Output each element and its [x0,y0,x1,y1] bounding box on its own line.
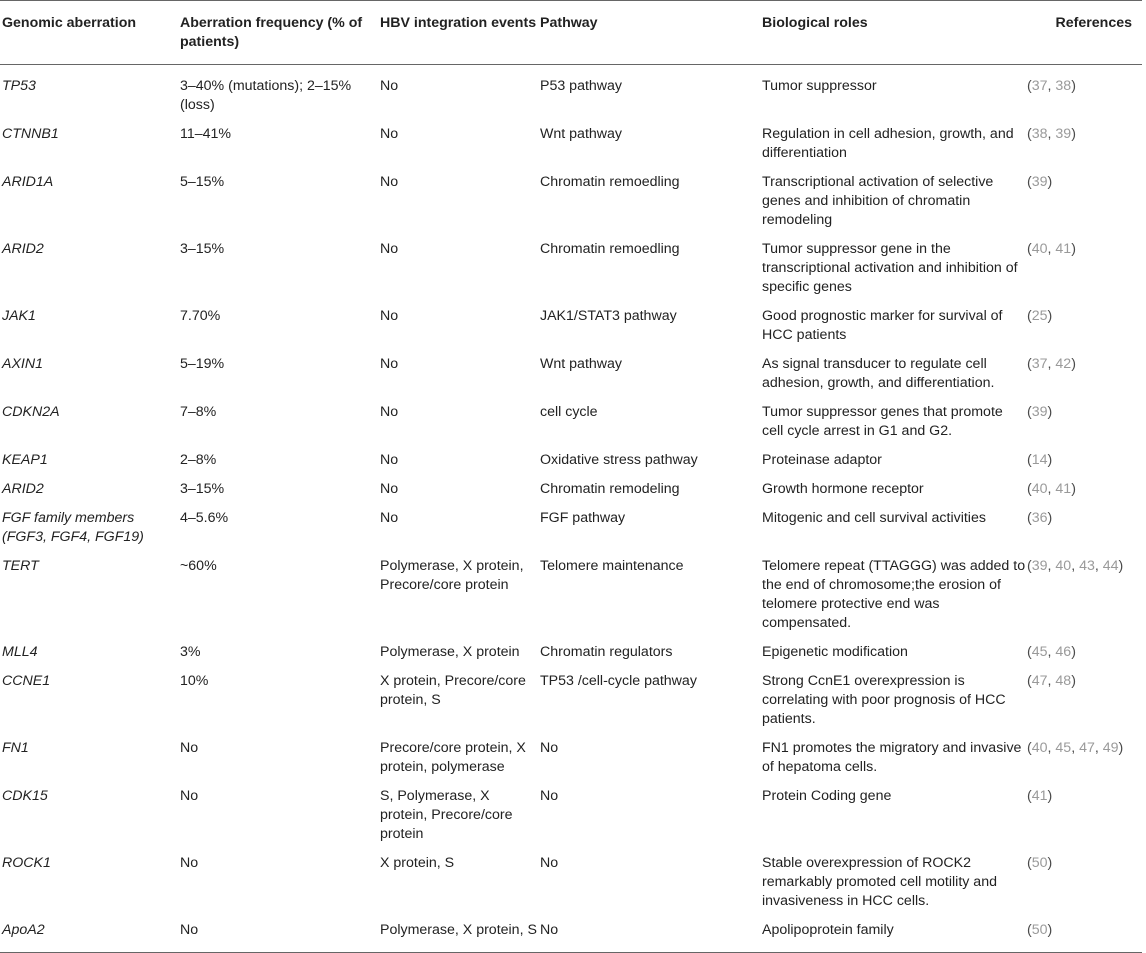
table-row [0,667,1142,734]
table-row [0,504,1142,552]
table-row [0,302,1142,350]
frequency-cell: 3–40% (mutations); 2–15% (loss) [180,78,352,113]
pathway-cell: Oxidative stress pathway [540,452,698,468]
reference-link[interactable]: 44 [1102,558,1119,574]
frequency-cell: 3–15% [180,481,225,497]
frequency-cell: 2–8% [180,452,217,468]
gene-cell: FN1 [2,740,29,756]
references-cell: (37, 42) [1027,356,1076,372]
reference-link[interactable]: 47 [1079,740,1095,756]
reference-link[interactable]: 50 [1031,855,1048,871]
pathway-cell: cell cycle [540,404,598,420]
header-references: References [1027,1,1142,65]
hbv-cell: No [380,78,399,94]
pathway-cell: Wnt pathway [540,126,623,142]
references-cell: (39) [1027,404,1053,420]
references-cell: (25) [1027,308,1053,324]
gene-cell: CTNNB1 [2,126,59,142]
references-cell: (47, 48) [1027,673,1076,689]
reference-link[interactable]: 50 [1031,922,1048,938]
roles-cell: Transcriptional activation of selective genes and inhibition of chromatin remodeling [762,174,994,228]
frequency-cell: 3–15% [180,241,225,257]
hbv-cell: S, Polymerase, X protein, Precore/core protein [380,788,513,842]
frequency-cell: No [180,740,199,756]
references-cell: (39, 40, 43, 44) [1027,558,1124,574]
reference-link[interactable]: 40 [1031,481,1048,497]
pathway-cell: No [540,740,559,756]
reference-link[interactable]: 39 [1031,558,1048,574]
gene-cell: MLL4 [2,644,38,660]
gene-cell: ARID2 [2,241,44,257]
pathway-cell: No [540,788,559,804]
roles-cell: Regulation in cell adhesion, growth, and differentiation [762,126,1014,161]
pathway-cell: Chromatin remoedling [540,174,680,190]
reference-link[interactable]: 49 [1102,740,1119,756]
hbv-cell: No [380,404,399,420]
pathway-cell: TP53 /cell-cycle pathway [540,673,697,689]
table-row [0,235,1142,302]
references-cell: (38, 39) [1027,126,1076,142]
pathway-cell: FGF pathway [540,510,626,526]
roles-cell: FN1 promotes the migratory and invasive of hepatoma cells. [762,740,1022,775]
reference-link[interactable]: 39 [1055,126,1072,142]
header-frequency: Aberration frequency (% of patients) [180,1,380,65]
references-cell: (40, 45, 47, 49) [1027,740,1124,756]
table-row [0,475,1142,504]
reference-link[interactable]: 14 [1031,452,1048,468]
references-cell: (40, 41) [1027,481,1076,497]
reference-link[interactable]: 37 [1031,78,1048,94]
reference-link[interactable]: 36 [1031,510,1048,526]
hbv-cell: Polymerase, X protein [380,644,520,660]
reference-link[interactable]: 38 [1055,78,1072,94]
reference-link[interactable]: 48 [1055,673,1072,689]
roles-cell: Protein Coding gene [762,788,892,804]
hbv-cell: X protein, S [380,855,455,871]
references-cell: (14) [1027,452,1053,468]
table-row [0,849,1142,916]
hbv-cell: No [380,308,399,324]
gene-cell: JAK1 [2,308,36,324]
frequency-cell: 3% [180,644,201,660]
roles-cell: Proteinase adaptor [762,452,882,468]
roles-cell: Tumor suppressor gene in the transcriptional activation and inhibition of specific genes [762,241,1018,295]
reference-link[interactable]: 41 [1055,241,1072,257]
reference-link[interactable]: 38 [1031,126,1048,142]
reference-link[interactable]: 47 [1031,673,1048,689]
frequency-cell: 4–5.6% [180,510,229,526]
table-row [0,552,1142,638]
reference-link[interactable]: 46 [1055,644,1072,660]
gene-cell: ApoA2 [0,916,180,953]
reference-link[interactable]: 39 [1031,404,1048,420]
gene-cell: KEAP1 [2,452,48,468]
pathway-cell: JAK1/STAT3 pathway [540,308,677,324]
roles-cell: Growth hormone receptor [762,481,924,497]
roles-cell: Tumor suppressor genes that promote cell cycle arrest in G1 and G2. [762,404,1003,439]
roles-cell: Strong CcnE1 overexpression is correlating with poor prognosis of HCC patients. [762,673,1006,727]
reference-link[interactable]: 40 [1031,241,1048,257]
reference-link[interactable]: 40 [1055,558,1072,574]
table-row [0,446,1142,475]
references-cell: (50) [1027,916,1142,953]
roles-cell: Mitogenic and cell survival activities [762,510,986,526]
roles-cell: Tumor suppressor [762,78,877,94]
reference-link[interactable]: 40 [1031,740,1048,756]
reference-link[interactable]: 42 [1055,356,1072,372]
hbv-cell: Polymerase, X protein, Precore/core protein [380,558,524,593]
pathway-cell: Telomere maintenance [540,558,684,574]
roles-cell: As signal transducer to regulate cell adhesion, growth, and differentiation. [762,356,995,391]
hbv-cell: No [380,510,399,526]
frequency-cell: 7.70% [180,308,221,324]
roles-cell: Apolipoprotein family [762,916,1027,953]
hbv-cell: No [380,126,399,142]
frequency-cell: 5–15% [180,174,225,190]
header-gene: Genomic aberration [0,1,180,65]
pathway-cell: Chromatin regulators [540,644,673,660]
references-cell: (41) [1027,788,1053,804]
references-cell: (36) [1027,510,1053,526]
gene-cell: AXIN1 [2,356,44,372]
gene-cell: ROCK1 [2,855,51,871]
references-cell: (50) [1027,855,1053,871]
gene-cell: CDK15 [2,788,48,804]
hbv-cell: No [380,452,399,468]
hbv-cell: X protein, Precore/core protein, S [380,673,526,708]
reference-link[interactable]: 41 [1031,788,1048,804]
table-row [0,916,1142,953]
pathway-cell: Wnt pathway [540,356,623,372]
gene-cell: ARID2 [2,481,44,497]
table-row [0,120,1142,168]
table-row [0,65,1142,121]
pathway-cell: Chromatin remoedling [540,241,680,257]
gene-cell: TERT [2,558,39,574]
reference-link[interactable]: 41 [1055,481,1072,497]
frequency-cell: No [180,788,199,804]
frequency-cell: No [180,855,199,871]
gene-cell: CCNE1 [2,673,51,689]
table-row [0,350,1142,398]
table-row [0,398,1142,446]
roles-cell: Good prognostic marker for survival of HCC patients [762,308,1003,343]
table-body [0,65,1142,953]
table-row [0,168,1142,235]
references-cell: (37, 38) [1027,78,1076,94]
gene-cell: FGF family members (FGF3, FGF4, FGF19) [2,510,144,545]
frequency-cell: 7–8% [180,404,217,420]
gene-cell: ARID1A [2,174,54,190]
references-cell: (39) [1027,174,1053,190]
hbv-cell: No [380,356,399,372]
reference-link[interactable]: 43 [1079,558,1095,574]
hbv-cell: No [380,241,399,257]
frequency-cell: No [180,916,380,953]
pathway-cell: No [540,855,559,871]
pathway-cell: No [540,916,762,953]
reference-link[interactable]: 25 [1031,308,1048,324]
frequency-cell: 10% [180,673,209,689]
roles-cell: Epigenetic modification [762,644,908,660]
frequency-cell: 5–19% [180,356,225,372]
header-hbv: HBV integration events [380,1,540,65]
header-pathway: Pathway [540,1,762,65]
hbv-cell: No [380,174,399,190]
pathway-cell: P53 pathway [540,78,623,94]
hbv-cell: Precore/core protein, X protein, polymerase [380,740,526,775]
table-row [0,782,1142,849]
reference-link[interactable]: 45 [1031,644,1048,660]
reference-link[interactable]: 45 [1055,740,1072,756]
table-row [0,638,1142,667]
frequency-cell: 11–41% [180,126,232,142]
pathway-cell: Chromatin remodeling [540,481,680,497]
gene-cell: TP53 [2,78,36,94]
references-cell: (45, 46) [1027,644,1076,660]
roles-cell: Telomere repeat (TTAGGG) was added to the end of chromosome;the erosion of telomere protective end was compensated. [762,558,1026,631]
header-roles: Biological roles [762,1,1027,65]
hbv-cell: No [380,481,399,497]
gene-cell: CDKN2A [2,404,60,420]
reference-link[interactable]: 37 [1031,356,1048,372]
table-row [0,734,1142,782]
reference-link[interactable]: 39 [1031,174,1048,190]
roles-cell: Stable overexpression of ROCK2 remarkably promoted cell motility and invasiveness in HCC cells. [762,855,997,909]
references-cell: (40, 41) [1027,241,1076,257]
header-row [0,1,1142,65]
hbv-cell: Polymerase, X protein, S [380,916,540,953]
frequency-cell: ~60% [180,558,217,574]
